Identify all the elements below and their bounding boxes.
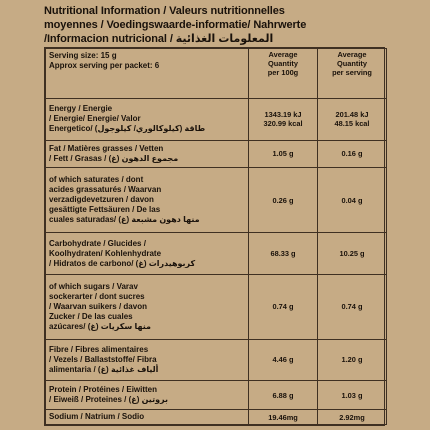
row-label-line: Fibre / Fibres alimentaires bbox=[49, 344, 149, 354]
row-value-per100g bbox=[249, 233, 318, 275]
value-line: 0.16 g bbox=[341, 149, 363, 159]
row-label-line: Carbohydrate / Glucides / bbox=[49, 238, 146, 248]
approx-serving: Approx serving per packet: 6 bbox=[49, 61, 160, 70]
row-label-line: Fat / Matières grasses / Vetten bbox=[49, 143, 164, 153]
row-value-per-serving bbox=[318, 339, 387, 381]
serving-info bbox=[46, 49, 249, 99]
value-line: 6.88 g bbox=[272, 390, 294, 400]
row-label-line: verzadigdevetzuren / davon bbox=[49, 195, 154, 205]
title-block bbox=[44, 4, 424, 46]
row-label-line: of which saturates / dont bbox=[49, 175, 144, 185]
row-label-line: Koolhydraten/ Kohlenhydrate bbox=[49, 248, 162, 258]
table-row bbox=[46, 233, 387, 275]
row-label-line: Sodium / Natrium / Sodio bbox=[49, 412, 145, 422]
row-value-per-serving bbox=[318, 274, 387, 339]
nutrition-table bbox=[45, 48, 387, 425]
row-label-line: / Fett / Grasas / (غ) مجموع الدهون bbox=[49, 153, 179, 163]
value-line: 1343.19 kJ bbox=[264, 110, 302, 120]
per-serving-header bbox=[318, 49, 387, 99]
row-label-line: / Waarvan suikers / davon bbox=[49, 301, 147, 311]
table-row bbox=[46, 98, 387, 140]
row-label-energy bbox=[46, 98, 249, 140]
row-value-per100g bbox=[249, 381, 318, 410]
row-label-line: Energy / Energie bbox=[49, 104, 113, 114]
row-value-per100g bbox=[249, 167, 318, 233]
value-line: 68.33 g bbox=[270, 249, 296, 259]
value-line: 2.92mg bbox=[339, 412, 365, 422]
row-label-line: gesättigte Fettsäuren / De las bbox=[49, 205, 161, 215]
row-value-per-serving bbox=[318, 410, 387, 425]
row-label-line: cuales saturadas/ (غ) منها دهون مشبعة bbox=[49, 215, 200, 225]
value-line: 19.46mg bbox=[268, 412, 298, 422]
row-label-sodium bbox=[46, 410, 249, 425]
row-label-line: Protein / Protéines / Eiwitten bbox=[49, 385, 158, 395]
value-line: 1.03 g bbox=[341, 390, 363, 400]
value-line: 1.05 g bbox=[272, 149, 294, 159]
row-label-line: Zucker / De las cuales bbox=[49, 311, 133, 321]
row-value-per-serving bbox=[318, 233, 387, 275]
title-line-1: Nutritional Information / Valeurs nutritionnelles bbox=[44, 5, 285, 17]
table-row bbox=[46, 381, 387, 410]
row-label-line: / Eiweiß / Proteines / (غ) بروتين bbox=[49, 395, 169, 405]
title-line-2: moyennes / Voedingswaarde-informatie/ Nahrwerte bbox=[44, 19, 307, 31]
row-label-saturates bbox=[46, 167, 249, 233]
row-label-fibre bbox=[46, 339, 249, 381]
row-label-line: sockerarter / dont sucres bbox=[49, 291, 145, 301]
row-label-sugars bbox=[46, 274, 249, 339]
nutrition-table-wrap bbox=[44, 47, 385, 426]
row-value-per100g bbox=[249, 339, 318, 381]
value-line: 0.74 g bbox=[272, 302, 294, 312]
row-value-per100g bbox=[249, 410, 318, 425]
row-label-line: Energetico/ (كيلوكالوري/ كيلوجول) طاقة bbox=[49, 124, 206, 134]
row-value-per-serving bbox=[318, 381, 387, 410]
per100g-header-line: Quantity bbox=[268, 59, 298, 68]
per100g-header-line: per 100g bbox=[267, 68, 299, 77]
table-row bbox=[46, 140, 387, 167]
table-row bbox=[46, 339, 387, 381]
row-label-line: / Hidratos de carbono/ (غ) كربوهيدرات bbox=[49, 258, 196, 268]
row-label-line: azúcares/ (غ) منها سكريات bbox=[49, 321, 151, 331]
row-value-per-serving bbox=[318, 167, 387, 233]
row-label-line: alimentaria / (غ) ألياف غذائية bbox=[49, 364, 159, 374]
table-row bbox=[46, 167, 387, 233]
per100g-header-line: Average bbox=[268, 50, 298, 59]
value-line: 48.15 kcal bbox=[334, 119, 370, 129]
row-label-protein bbox=[46, 381, 249, 410]
title-line-3: /Informacion nutricional / المعلومات الغذائية bbox=[44, 33, 274, 45]
table-row bbox=[46, 410, 387, 425]
per-serving-header-line: Quantity bbox=[337, 59, 367, 68]
value-line: 4.46 g bbox=[272, 355, 294, 365]
value-line: 1.20 g bbox=[341, 355, 363, 365]
row-value-per-serving bbox=[318, 140, 387, 167]
row-label-line: of which sugars / Varav bbox=[49, 281, 138, 291]
row-value-per100g bbox=[249, 98, 318, 140]
header-row bbox=[46, 49, 387, 99]
row-label-carbohydrate bbox=[46, 233, 249, 275]
value-line: 0.04 g bbox=[341, 195, 363, 205]
value-line: 320.99 kcal bbox=[263, 119, 303, 129]
per-serving-header-line: per serving bbox=[332, 68, 372, 77]
row-label-fat bbox=[46, 140, 249, 167]
value-line: 201.48 kJ bbox=[335, 110, 369, 120]
row-label-line: / Energie/ Energie/ Valor bbox=[49, 114, 141, 124]
row-label-line: acides grassaturés / Waarvan bbox=[49, 185, 162, 195]
per100g-header bbox=[249, 49, 318, 99]
table-row bbox=[46, 274, 387, 339]
row-value-per-serving bbox=[318, 98, 387, 140]
per-serving-header-line: Average bbox=[337, 50, 367, 59]
row-label-line: / Vezels / Ballaststoffe/ Fibra bbox=[49, 354, 157, 364]
value-line: 10.25 g bbox=[339, 249, 365, 259]
row-value-per100g bbox=[249, 274, 318, 339]
value-line: 0.74 g bbox=[341, 302, 363, 312]
row-value-per100g bbox=[249, 140, 318, 167]
value-line: 0.26 g bbox=[272, 195, 294, 205]
serving-size: Serving size: 15 g bbox=[49, 51, 117, 60]
